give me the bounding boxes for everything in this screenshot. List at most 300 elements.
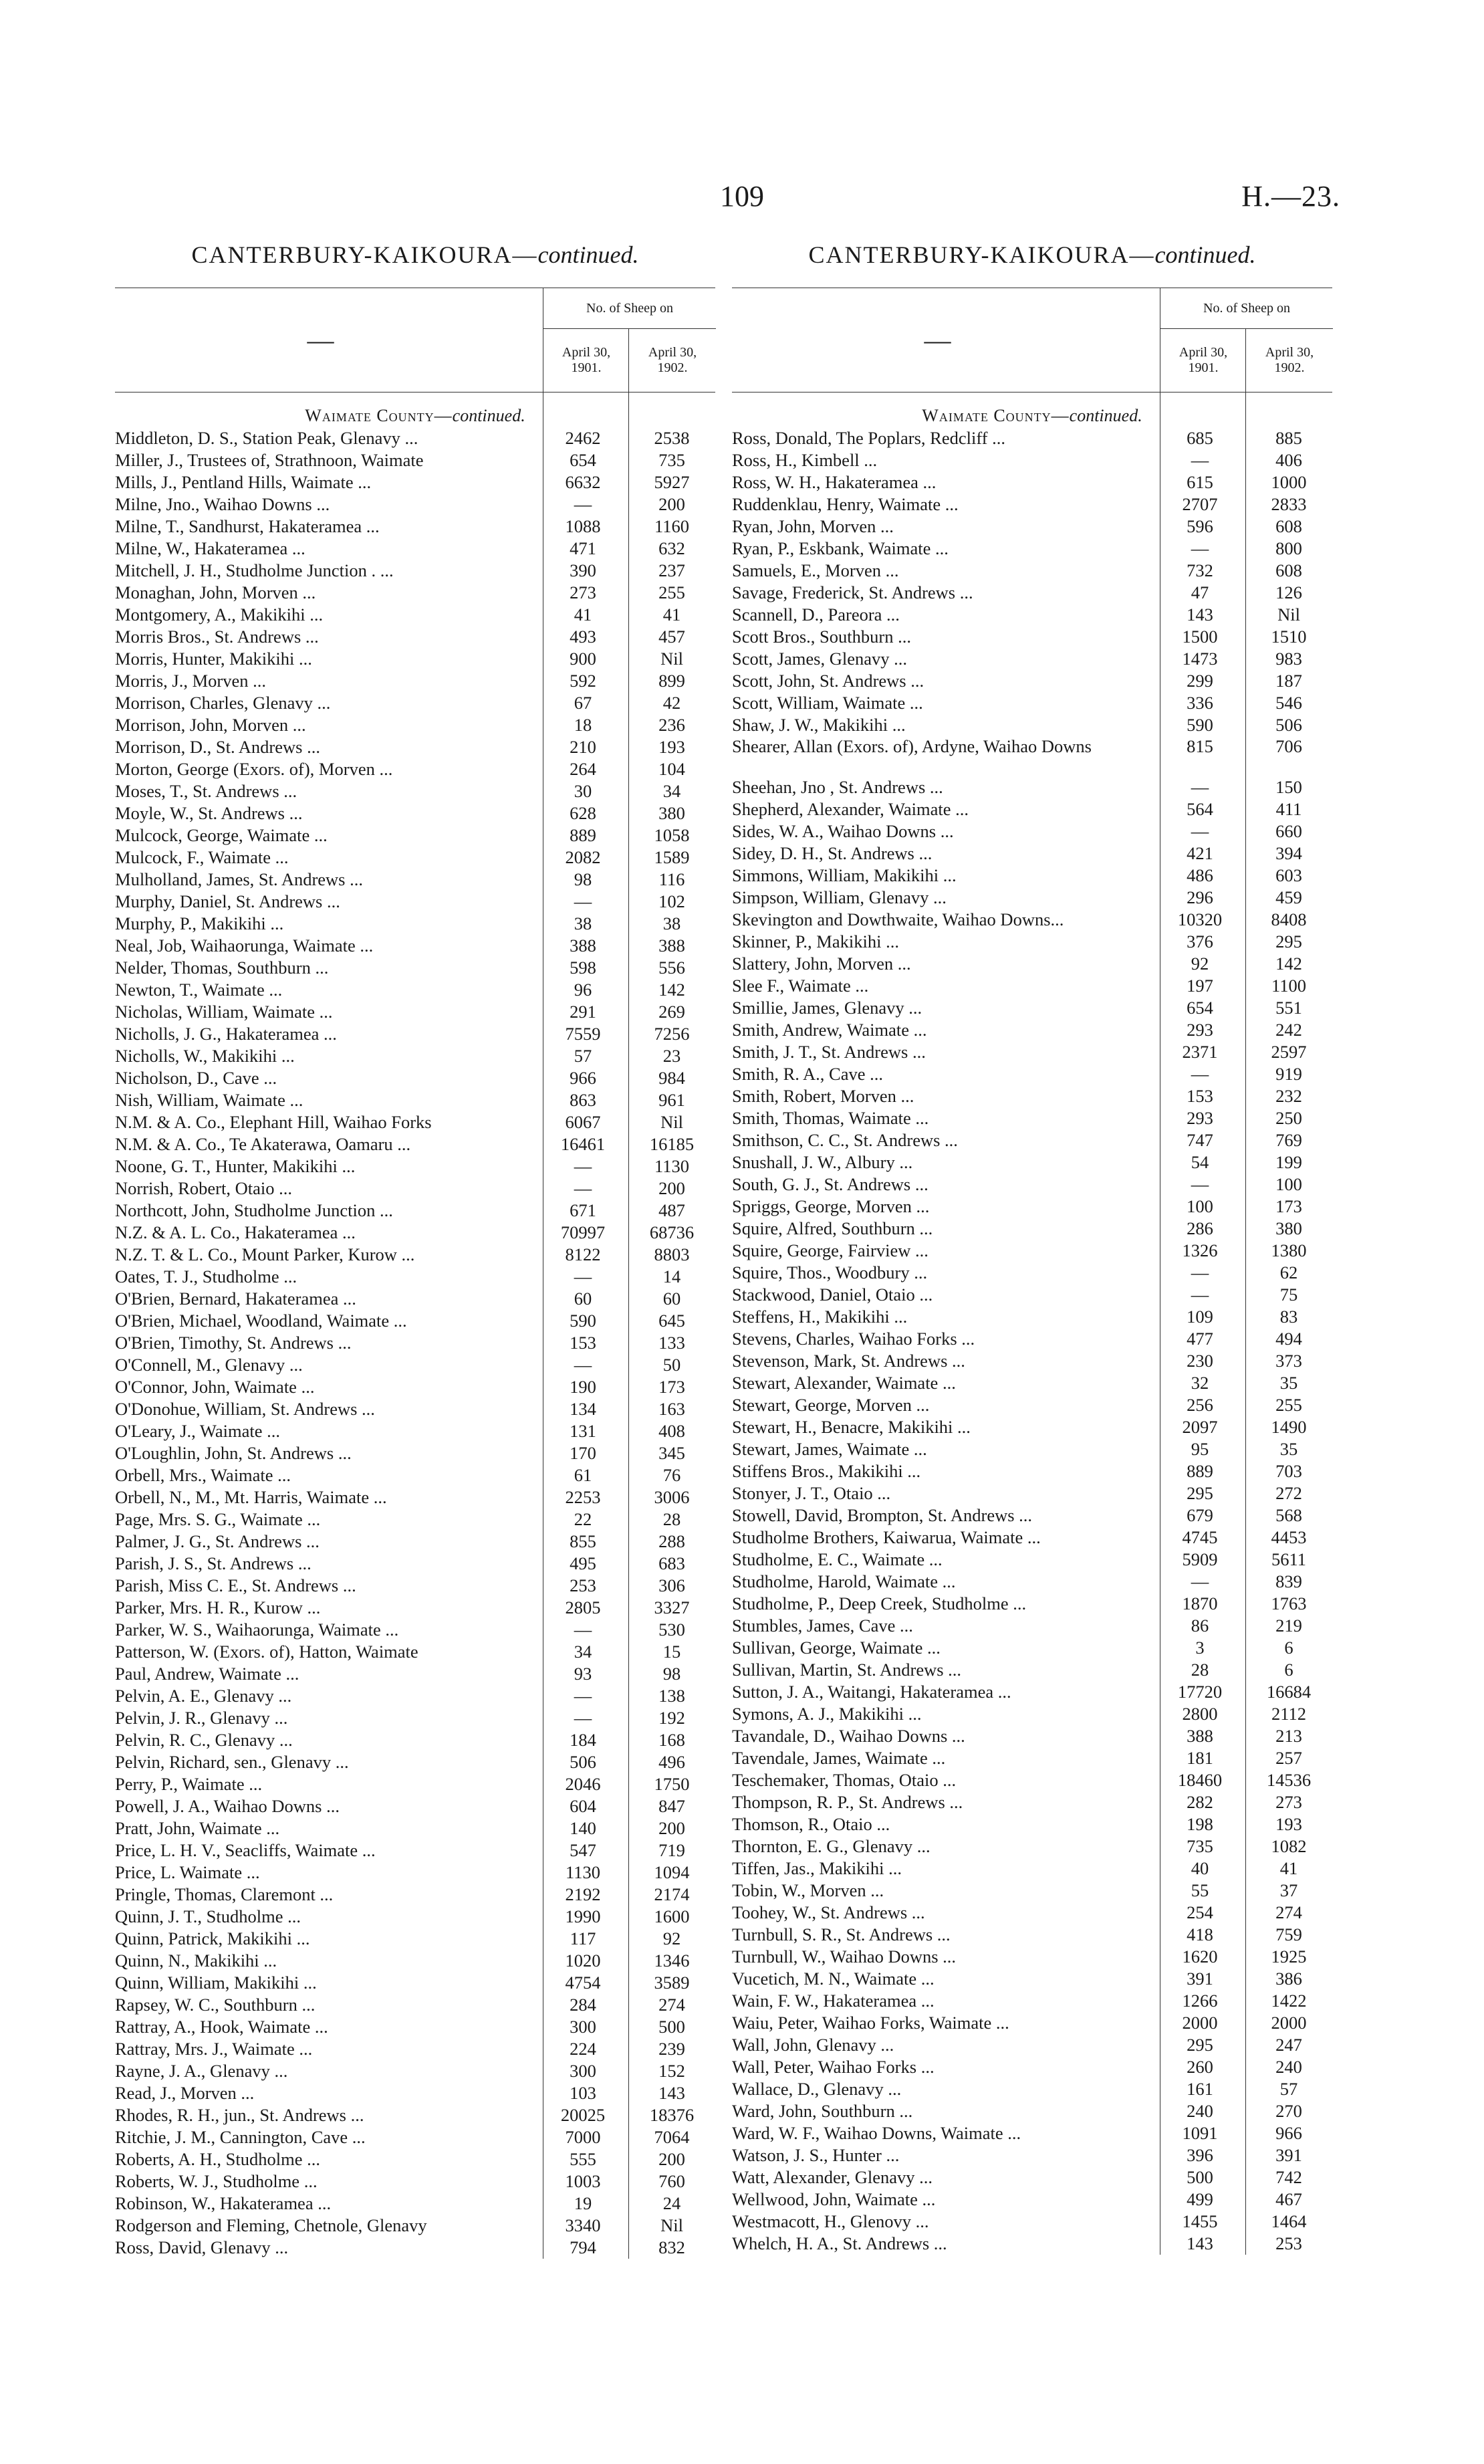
county-subheading: [732, 393, 1332, 427]
table-row: [732, 538, 1332, 560]
table-row: [115, 1773, 715, 1795]
sheep-count-1901: 654: [570, 450, 596, 470]
owner-name: Waiu, Peter, Waihao Forks, Waimate ...: [732, 2013, 1009, 2033]
sheep-count-1901: 685: [1187, 428, 1213, 448]
sheep-count-1902: 57: [1279, 2079, 1298, 2099]
sheep-count-1901: 32: [1191, 1373, 1209, 1393]
owner-name: Sheehan, Jno , St. Andrews ...: [732, 777, 943, 797]
year-1901-header-line2: 1901.: [1188, 360, 1219, 375]
sheep-count-1901: 679: [1187, 1505, 1213, 1525]
table-row: [115, 1839, 715, 1862]
owner-name: Smith, J. T., St. Andrews ...: [732, 1042, 926, 1062]
sheep-count-1902: 288: [658, 1531, 685, 1551]
owner-name: Smith, R. A., Cave ...: [732, 1064, 884, 1084]
table-row: [115, 1707, 715, 1729]
owner-name: Parker, W. S., Waihaorunga, Waimate ...: [115, 1619, 399, 1640]
sheep-count-1902: 983: [1275, 649, 1302, 669]
sheep-count-1902: 1000: [1271, 472, 1307, 492]
owner-name: Simpson, William, Glenavy ...: [732, 887, 947, 907]
table-row: [115, 2126, 715, 2148]
sheep-count-1902: Nil: [660, 1112, 683, 1132]
table-row: [732, 2166, 1332, 2189]
sheep-count-1901: 2800: [1182, 1704, 1218, 1724]
owner-name: N.M. & A. Co., Elephant Hill, Waihao Forks: [115, 1112, 432, 1132]
owner-name: Scott, John, St. Andrews ...: [732, 671, 924, 691]
column-title-continued: continued.: [537, 241, 639, 268]
sheep-count-1901: 22: [574, 1509, 592, 1529]
owner-name: Smillie, James, Glenavy ...: [732, 998, 922, 1018]
owner-name: Mulcock, F., Waimate ...: [115, 847, 289, 867]
owner-name: O'Leary, J., Waimate ...: [115, 1421, 280, 1441]
owner-name: Mills, J., Pentland Hills, Waimate ...: [115, 472, 372, 492]
table-row: [115, 891, 715, 913]
year-1901-header-line2: 1901.: [571, 360, 602, 375]
sheep-count-1901: 900: [570, 649, 596, 669]
sheep-count-1901: 486: [1187, 865, 1213, 885]
owner-name: Savage, Frederick, St. Andrews ...: [732, 582, 973, 602]
table-row: [732, 1571, 1332, 1593]
sheep-count-1902: 1094: [654, 1862, 690, 1882]
table-row: [115, 1531, 715, 1553]
table-row: [732, 2012, 1332, 2034]
sheep-count-1901: 1020: [565, 1950, 601, 1971]
table-row: [115, 2060, 715, 2082]
sheep-count-1901: 391: [1187, 1969, 1213, 1989]
table-row: [115, 1200, 715, 1222]
table-row: [115, 714, 715, 736]
sheep-count-1901: 286: [1187, 1218, 1213, 1238]
owner-name: N.Z. T. & L. Co., Mount Parker, Kurow ...: [115, 1244, 415, 1264]
sheep-count-1902: 6: [1284, 1638, 1293, 1658]
owner-name: Scannell, D., Pareora ...: [732, 604, 900, 625]
sheep-count-1901: 2000: [1182, 2013, 1218, 2033]
sheep-count-1902: Nil: [1277, 604, 1300, 625]
sheep-count-1902: 839: [1275, 1571, 1302, 1591]
owner-name: Pelvin, A. E., Glenavy ...: [115, 1686, 292, 1706]
sheep-count-1901: 418: [1187, 1924, 1213, 1944]
sheep-count-1902: 213: [1275, 1726, 1302, 1746]
table-row: [732, 2056, 1332, 2078]
table-row: [115, 802, 715, 824]
owner-name: Thompson, R. P., St. Andrews ...: [732, 1792, 963, 1812]
owner-name: Smithson, C. C., St. Andrews ...: [732, 1130, 958, 1150]
table-row: [115, 758, 715, 780]
table-row: [732, 1681, 1332, 1703]
sheep-count-1901: 2192: [565, 1884, 601, 1904]
owner-name: Sullivan, Martin, St. Andrews ...: [732, 1660, 962, 1680]
sheep-count-1901: 57: [574, 1046, 592, 1066]
sheep-count-1901: 1990: [565, 1906, 601, 1926]
page-number: 109: [720, 180, 764, 213]
sheep-count-1901: 10320: [1177, 909, 1223, 929]
owner-name: Nelder, Thomas, Southburn ...: [115, 958, 329, 978]
table-row: [115, 1111, 715, 1133]
owner-name: Pratt, John, Waimate ...: [115, 1818, 280, 1838]
sheep-count-1902: 219: [1275, 1615, 1302, 1636]
sheep-count-1902: 16684: [1266, 1682, 1312, 1702]
owner-name: Moses, T., St. Andrews ...: [115, 781, 297, 801]
sheep-count-1902: 373: [1275, 1351, 1302, 1371]
owner-name: Sides, W. A., Waihao Downs ...: [732, 821, 954, 841]
sheep-count-1902: 173: [658, 1377, 685, 1397]
sheep-count-1902: 133: [658, 1333, 685, 1353]
sheep-count-1901: 2082: [565, 847, 601, 867]
owner-name: Samuels, E., Morven ...: [732, 560, 899, 580]
table-row: [732, 1129, 1332, 1151]
table-row: [115, 1155, 715, 1178]
sheep-count-1901: —: [574, 1708, 592, 1728]
sheep-count-1902: 556: [658, 958, 685, 978]
table-row: [732, 1946, 1332, 1968]
sheep-count-1901: 966: [570, 1068, 596, 1088]
table-row: [115, 1795, 715, 1817]
sheep-count-1902: 200: [658, 1818, 685, 1838]
table-row: [732, 2233, 1332, 2255]
sheep-count-1901: 153: [570, 1333, 596, 1353]
sheep-count-1902: 14536: [1266, 1770, 1312, 1790]
owner-name: Wallace, D., Glenavy ...: [732, 2079, 902, 2099]
table-row: [115, 1817, 715, 1839]
table-row: [115, 1884, 715, 1906]
sheep-count-1901: 735: [1187, 1836, 1213, 1856]
owner-name: Ross, H., Kimbell ...: [732, 450, 878, 470]
table-row: [115, 2016, 715, 2038]
owner-name: Palmer, J. G., St. Andrews ...: [115, 1531, 320, 1551]
sheep-count-1902: 3589: [654, 1973, 690, 1993]
owner-name: Westmacott, H., Glenovy ...: [732, 2211, 929, 2231]
table-row: [115, 1067, 715, 1089]
sheep-count-1902: 142: [1275, 954, 1302, 974]
owner-name: Pelvin, J. R., Glenavy ...: [115, 1708, 288, 1728]
owner-name: Nicholls, W., Makikihi ...: [115, 1046, 295, 1066]
table-row: [732, 692, 1332, 714]
sheep-count-1901: 300: [570, 2061, 596, 2081]
sheep-count-1901: 16461: [560, 1134, 606, 1154]
owner-name: Rapsey, W. C., Southburn ...: [115, 1995, 316, 2015]
table-row: [732, 2122, 1332, 2144]
owner-name: Morton, George (Exors. of), Morven ...: [115, 759, 393, 779]
owner-name: Morris Bros., St. Andrews ...: [115, 627, 319, 647]
sheep-count-1902: 3327: [654, 1597, 690, 1617]
owner-name: Norrish, Robert, Otaio ...: [115, 1178, 292, 1198]
owner-name: Wall, John, Glenavy ...: [732, 2035, 894, 2055]
sheep-count-1901: 596: [1187, 516, 1213, 536]
sheep-count-1902: 257: [1275, 1748, 1302, 1768]
sheep-count-1901: 100: [1187, 1196, 1213, 1216]
sheep-count-1902: 138: [658, 1686, 685, 1706]
owner-name: Slee F., Waimate ...: [732, 976, 869, 996]
table-row: [732, 887, 1332, 909]
owner-name: Watson, J. S., Hunter ...: [732, 2145, 900, 2165]
table-row: [732, 1350, 1332, 1372]
owner-name: Oates, T. J., Studholme ...: [115, 1266, 297, 1286]
table-row: [732, 1284, 1332, 1306]
sheep-count-1901: 284: [570, 1995, 596, 2015]
sheep-count-1901: 421: [1187, 843, 1213, 863]
owner-name: Rayne, J. A., Glenavy ...: [115, 2061, 288, 2081]
sheep-count-1901: 109: [1187, 1307, 1213, 1327]
table-row: [732, 1659, 1332, 1681]
sheep-count-1902: 487: [658, 1200, 685, 1220]
sheep-count-1901: —: [574, 891, 592, 911]
table-row: [115, 2193, 715, 2215]
table-row: [732, 2100, 1332, 2122]
sheep-count-1901: 1266: [1182, 1991, 1218, 2011]
sheep-count-1902: 1750: [654, 1774, 690, 1794]
sheep-count-1902: 200: [658, 2149, 685, 2169]
owner-name: Milne, T., Sandhurst, Hakateramea ...: [115, 516, 380, 536]
sheep-count-1901: 38: [574, 913, 592, 933]
sheep-count-1901: 2046: [565, 1774, 601, 1794]
owner-name: Neal, Job, Waihaorunga, Waimate ...: [115, 935, 374, 956]
sheep-count-1901: 1003: [565, 2171, 601, 2191]
sheep-count-1901: 54: [1191, 1152, 1209, 1172]
sheep-count-1901: 1130: [565, 1862, 601, 1882]
owner-name: Tavandale, D., Waihao Downs ...: [732, 1726, 965, 1746]
sheep-count-1902: 645: [658, 1311, 685, 1331]
owner-name: Price, L. H. V., Seacliffs, Waimate ...: [115, 1840, 376, 1860]
table-row: [115, 1420, 715, 1442]
owner-name: Smith, Andrew, Waimate ...: [732, 1020, 927, 1040]
table-row: [115, 780, 715, 802]
sheep-count-1901: 815: [1187, 736, 1213, 756]
owner-name: Noone, G. T., Hunter, Makikihi ...: [115, 1156, 356, 1176]
sheep-count-1902: 632: [658, 538, 685, 558]
sheep-count-1901: 863: [570, 1090, 596, 1110]
owner-name: Quinn, J. T., Studholme ...: [115, 1906, 301, 1926]
table-row: [732, 1593, 1332, 1615]
sheep-group-header: No. of Sheep on: [543, 288, 716, 329]
table-row: [732, 1482, 1332, 1504]
sheep-count-1901: 260: [1187, 2057, 1213, 2077]
owner-name: Ross, Donald, The Poplars, Redcliff ...: [732, 428, 1006, 448]
sheep-count-1902: 100: [1275, 1174, 1302, 1194]
sheep-count-1901: 388: [1187, 1726, 1213, 1746]
owner-name: Ross, David, Glenavy ...: [115, 2237, 289, 2257]
owner-name: Nicholls, J. G., Hakateramea ...: [115, 1024, 337, 1044]
owner-name: Shepherd, Alexander, Waimate ...: [732, 799, 969, 819]
table-row: [732, 670, 1332, 692]
sheep-count-1901: 1088: [565, 516, 601, 536]
sheep-count-1901: 170: [570, 1443, 596, 1463]
table-row: [115, 449, 715, 471]
table-row: [732, 626, 1332, 648]
owner-name: N.M. & A. Co., Te Akaterawa, Oamaru ...: [115, 1134, 411, 1154]
sheep-count-1901: 184: [570, 1730, 596, 1750]
table-row: [732, 1924, 1332, 1946]
owner-name: Parker, Mrs. H. R., Kurow ...: [115, 1597, 321, 1617]
sheep-count-1902: 683: [658, 1553, 685, 1573]
sheep-count-1902: 1082: [1271, 1836, 1307, 1856]
table-row: [732, 582, 1332, 604]
sheep-count-1902: 394: [1275, 843, 1302, 863]
sheep-count-1901: 295: [1187, 2035, 1213, 2055]
county-subheading-main: Waimate County—: [305, 406, 453, 425]
table-row: [115, 2148, 715, 2170]
owner-name: Sullivan, George, Waimate ...: [732, 1638, 941, 1658]
table-row: [732, 1902, 1332, 1924]
owner-name: Orbell, N., M., Mt. Harris, Waimate ...: [115, 1487, 387, 1507]
sheep-count-1902: 274: [1275, 1902, 1302, 1922]
owner-name: Steffens, H., Makikihi ...: [732, 1307, 908, 1327]
sheep-count-1902: 496: [658, 1752, 685, 1772]
owner-name: Murphy, P., Makikihi ...: [115, 913, 284, 933]
table-row: [115, 427, 715, 449]
sheep-count-1902: 104: [658, 759, 685, 779]
owner-name: Montgomery, A., Makikihi ...: [115, 604, 324, 625]
sheep-count-1902: 7256: [654, 1024, 690, 1044]
sheep-count-1901: 732: [1187, 560, 1213, 580]
sheep-count-1901: 598: [570, 958, 596, 978]
sheep-count-1901: 230: [1187, 1351, 1213, 1371]
table-row: [115, 957, 715, 979]
sheep-count-1902: 116: [658, 869, 685, 889]
owner-name: Mitchell, J. H., Studholme Junction . ...: [115, 560, 394, 580]
table-row: [732, 1747, 1332, 1769]
table-row: [732, 1041, 1332, 1063]
owner-name: Tiffen, Jas., Makikihi ...: [732, 1858, 902, 1878]
column-title-continued: continued.: [1154, 241, 1256, 268]
table-row: [115, 979, 715, 1001]
sheep-count-1901: 293: [1187, 1020, 1213, 1040]
sheep-count-1901: 98: [574, 869, 592, 889]
year-1901-header: [543, 328, 629, 392]
table-row: [115, 1266, 715, 1288]
sheep-count-1901: 34: [574, 1642, 592, 1662]
sheep-count-1902: 18376: [649, 2105, 695, 2125]
sheep-count-1902: 457: [658, 627, 685, 647]
sheep-count-1902: 1100: [1271, 976, 1307, 996]
sheep-count-1901: 493: [570, 627, 596, 647]
owner-name: South, G. J., St. Andrews ...: [732, 1174, 929, 1194]
sheep-count-1901: 143: [1187, 2233, 1213, 2253]
sheep-count-1901: 615: [1187, 472, 1213, 492]
owner-name: Mulcock, George, Waimate ...: [115, 825, 328, 845]
table-row: [732, 1173, 1332, 1196]
table-row: [115, 1178, 715, 1200]
owner-name: Rattray, Mrs. J., Waimate ...: [115, 2039, 313, 2059]
table-row: [115, 824, 715, 847]
table-row: [732, 820, 1332, 843]
year-1902-header-line2: 1902.: [1274, 360, 1305, 375]
sheep-count-1902: 568: [1275, 1505, 1302, 1525]
sheep-count-1902: 899: [658, 671, 685, 691]
table-row: [115, 1597, 715, 1619]
table-row: [115, 1222, 715, 1244]
sheep-count-1901: 1500: [1182, 627, 1218, 647]
sheep-count-1902: 2833: [1271, 494, 1307, 514]
table-row: [732, 1460, 1332, 1482]
sheep-count-1902: 1346: [654, 1950, 690, 1971]
owner-name: Stonyer, J. T., Otaio ...: [732, 1483, 891, 1503]
sheep-count-1902: 706: [1275, 736, 1302, 756]
sheep-count-1902: 23: [662, 1046, 681, 1066]
owner-name: Newton, T., Waimate ...: [115, 980, 283, 1000]
sheep-count-1902: 193: [1275, 1814, 1302, 1834]
sheep-count-1902: 719: [658, 1840, 685, 1860]
sheep-count-1902: 239: [658, 2039, 685, 2059]
sheep-count-1901: 264: [570, 759, 596, 779]
sheep-count-1901: 2097: [1182, 1417, 1218, 1437]
owner-name: O'Connor, John, Waimate ...: [115, 1377, 315, 1397]
owner-name: Patterson, W. (Exors. of), Hatton, Waimate: [115, 1642, 418, 1662]
owner-name: Ruddenklau, Henry, Waimate ...: [732, 494, 959, 514]
sheep-count-1902: 295: [1275, 931, 1302, 951]
table-row: [115, 1508, 715, 1531]
year-1902-header: [1245, 328, 1333, 392]
sheep-count-1901: 1473: [1182, 649, 1218, 669]
sheep-count-1902: 500: [658, 2017, 685, 2037]
sheep-count-1901: 336: [1187, 693, 1213, 713]
table-row: [115, 1376, 715, 1398]
owner-name: Page, Mrs. S. G., Waimate ...: [115, 1509, 321, 1529]
sheep-count-1901: 495: [570, 1553, 596, 1573]
table-row: [732, 1196, 1332, 1218]
owner-name: Snushall, J. W., Albury ...: [732, 1152, 913, 1172]
table-row: [115, 604, 715, 626]
owner-name: Ross, W. H., Hakateramea ...: [732, 472, 937, 492]
table-row: [732, 1880, 1332, 1902]
sheep-count-1902: 98: [662, 1664, 681, 1684]
sheep-count-1902: 2597: [1271, 1042, 1307, 1062]
sheep-count-1901: 2707: [1182, 494, 1218, 514]
sheep-count-1901: 92: [1191, 954, 1209, 974]
table-row: [732, 516, 1332, 538]
table-row: [732, 449, 1332, 471]
sheep-count-1901: 20025: [560, 2105, 606, 2125]
sheep-count-1901: 67: [574, 693, 592, 713]
sheep-count-1902: 14: [662, 1266, 681, 1286]
sheep-count-1901: —: [1191, 1064, 1209, 1084]
sheep-count-1902: 42: [662, 693, 681, 713]
sheep-count-1901: 794: [570, 2237, 596, 2257]
sheep-count-1902: 759: [1275, 1924, 1302, 1944]
sheep-count-1902: 242: [1275, 1020, 1302, 1040]
sheep-count-1901: 253: [570, 1575, 596, 1595]
owner-name: Toohey, W., St. Andrews ...: [732, 1902, 925, 1922]
sheep-count-1902: 411: [1275, 799, 1302, 819]
sheep-count-1902: 1490: [1271, 1417, 1307, 1437]
sheep-count-1902: 1589: [654, 847, 690, 867]
owner-name: Nish, William, Waimate ...: [115, 1090, 303, 1110]
sheep-count-1902: 735: [658, 450, 685, 470]
sheep-count-1902: 800: [1275, 538, 1302, 558]
sheep-count-1901: —: [574, 1178, 592, 1198]
table-row: [732, 1394, 1332, 1416]
owner-name: Thornton, E. G., Glenavy ...: [732, 1836, 931, 1856]
sheep-count-1902: 199: [1275, 1152, 1302, 1172]
owner-name: Skinner, P., Makikihi ...: [732, 931, 899, 951]
table-row: [115, 2215, 715, 2237]
table-row: [732, 1725, 1332, 1747]
owner-name: Powell, J. A., Waihao Downs ...: [115, 1796, 340, 1816]
owner-name: Read, J., Morven ...: [115, 2083, 255, 2103]
table-row: [115, 1442, 715, 1464]
sheep-count-1901: 1870: [1182, 1593, 1218, 1613]
sheep-count-1901: 6632: [565, 472, 601, 492]
owner-name: Middleton, D. S., Station Peak, Glenavy ...: [115, 428, 418, 448]
table-row: [732, 1218, 1332, 1240]
sheep-count-1901: 197: [1187, 976, 1213, 996]
owner-name: Studholme, Harold, Waimate ...: [732, 1571, 956, 1591]
sheep-count-1901: 2462: [565, 428, 601, 448]
owner-name: Price, L. Waimate ...: [115, 1862, 260, 1882]
table-row: [732, 1791, 1332, 1813]
table-row: [115, 493, 715, 516]
owner-name: Ryan, P., Eskbank, Waimate ...: [732, 538, 949, 558]
sheep-count-1902: Nil: [660, 2215, 683, 2235]
owner-name: Tavendale, James, Waimate ...: [732, 1748, 946, 1768]
